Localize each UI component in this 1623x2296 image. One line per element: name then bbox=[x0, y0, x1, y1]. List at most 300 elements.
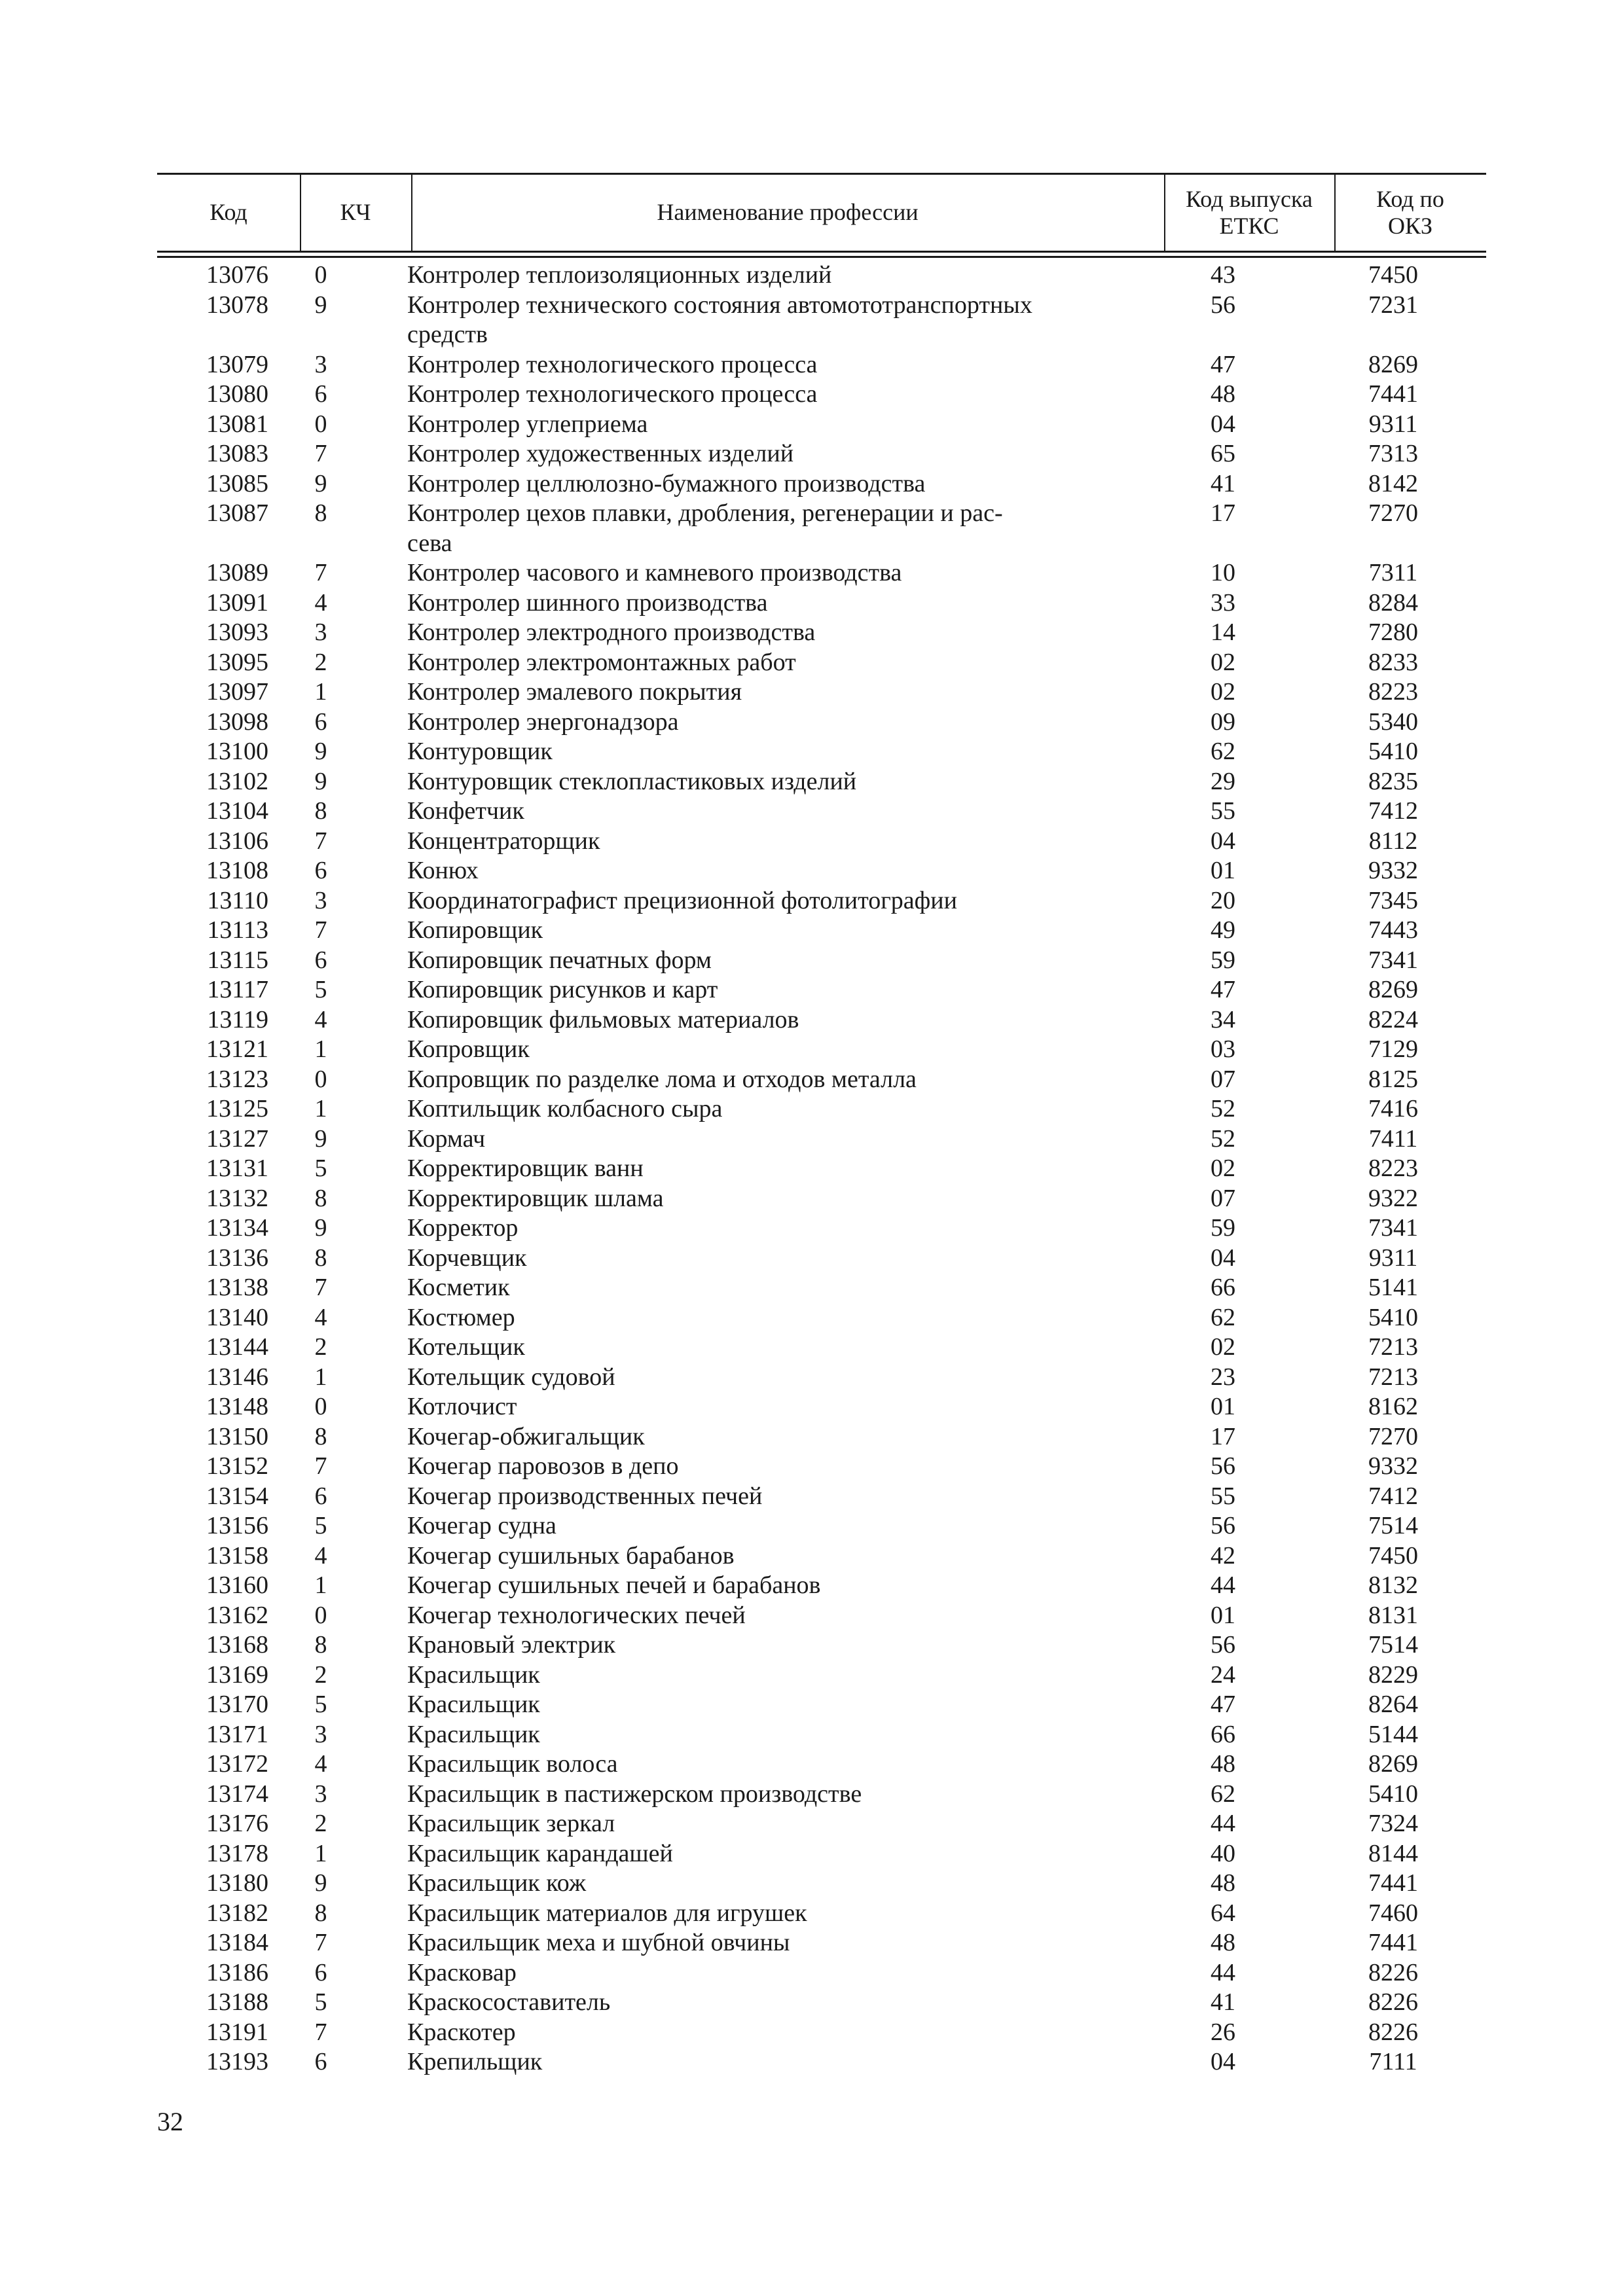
cell-profession-name: Красильщик меха и шубной овчины bbox=[407, 1929, 790, 1956]
cell-etks-code: 02 bbox=[1211, 1333, 1235, 1361]
cell-etks-code: 44 bbox=[1211, 1958, 1235, 1986]
cell-kod: 13097 bbox=[206, 678, 268, 706]
cell-etks-code: 66 bbox=[1211, 1274, 1235, 1301]
cell-kch: 9 bbox=[314, 469, 327, 497]
cell-etks-code: 17 bbox=[1211, 1422, 1235, 1450]
cell-okz-code: 7324 bbox=[1368, 1810, 1418, 1837]
cell-profession-name: Копровщик bbox=[407, 1035, 530, 1063]
cell-etks-code: 48 bbox=[1211, 1929, 1235, 1956]
cell-kod: 13117 bbox=[207, 976, 268, 1003]
cell-profession-name: Кочегар судна bbox=[407, 1512, 556, 1539]
cell-profession-name: Контролер целлюлозно-бумажного производства bbox=[407, 469, 926, 497]
cell-kod: 13078 bbox=[206, 291, 268, 319]
table-row bbox=[157, 1273, 1486, 1303]
table-row bbox=[157, 1511, 1486, 1541]
cell-profession-name: Копировщик bbox=[407, 916, 543, 944]
cell-profession-name: Красильщик карандашей bbox=[407, 1839, 673, 1867]
cell-profession-name: Копировщик рисунков и карт bbox=[407, 976, 718, 1003]
cell-okz-code: 7111 bbox=[1369, 2048, 1417, 2075]
cell-kch: 0 bbox=[314, 1601, 327, 1629]
cell-profession-name: Контролер электромонтажных работ bbox=[407, 648, 796, 676]
cell-etks-code: 66 bbox=[1211, 1720, 1235, 1748]
table-row bbox=[157, 1630, 1486, 1660]
cell-kch: 5 bbox=[314, 976, 327, 1003]
cell-kch: 9 bbox=[314, 1214, 327, 1242]
cell-profession-name: Контролер технологического процесса bbox=[407, 350, 818, 378]
cell-okz-code: 8269 bbox=[1368, 350, 1418, 378]
cell-okz-code: 8284 bbox=[1368, 588, 1418, 617]
cell-kod: 13150 bbox=[206, 1422, 268, 1450]
cell-profession-name: Красильщик волоса bbox=[407, 1750, 618, 1778]
cell-etks-code: 01 bbox=[1211, 1601, 1235, 1629]
cell-okz-code bbox=[1305, 529, 1482, 559]
cell-kod: 13093 bbox=[206, 619, 268, 646]
cell-etks-code: 04 bbox=[1211, 1244, 1235, 1272]
cell-kod: 13144 bbox=[206, 1333, 268, 1361]
cell-profession-name: Кочегар производственных печей bbox=[407, 1482, 763, 1510]
cell-kch: 4 bbox=[314, 1750, 327, 1778]
cell-etks-code: 59 bbox=[1211, 946, 1235, 974]
table-row bbox=[157, 291, 1486, 321]
cell-etks-code: 56 bbox=[1211, 291, 1235, 319]
cell-profession-name: Краскотер bbox=[407, 2018, 516, 2046]
cell-kod: 13180 bbox=[206, 1869, 268, 1897]
table-row bbox=[157, 1422, 1486, 1452]
cell-okz-code: 7231 bbox=[1368, 291, 1418, 319]
cell-etks-code: 41 bbox=[1211, 469, 1235, 497]
cell-kod: 13193 bbox=[206, 2048, 268, 2075]
cell-profession-name: Корчевщик bbox=[407, 1244, 527, 1272]
cell-profession-name: Кочегар паровозов в депо bbox=[407, 1452, 679, 1480]
table-row bbox=[157, 350, 1486, 380]
cell-etks-code: 64 bbox=[1211, 1899, 1235, 1927]
cell-profession-name: Красильщик bbox=[407, 1660, 540, 1689]
cell-kch: 9 bbox=[314, 1124, 327, 1153]
cell-etks-code: 65 bbox=[1211, 440, 1235, 467]
cell-kch: 8 bbox=[314, 1184, 327, 1212]
cell-okz-code: 7311 bbox=[1368, 559, 1418, 586]
cell-etks-code: 10 bbox=[1211, 559, 1235, 586]
cell-etks-code: 20 bbox=[1211, 886, 1235, 914]
cell-kch: 7 bbox=[314, 2018, 327, 2046]
cell-kod: 13136 bbox=[206, 1244, 268, 1272]
cell-etks-code: 29 bbox=[1211, 767, 1235, 795]
header-profession-name: Наименование профессии bbox=[657, 199, 919, 226]
table-row bbox=[157, 1749, 1486, 1780]
cell-kod: 13146 bbox=[206, 1363, 268, 1391]
cell-okz-code: 9311 bbox=[1368, 410, 1418, 438]
cell-kod: 13121 bbox=[206, 1035, 268, 1063]
header-etks-code: Код выпуска ЕТКС bbox=[1186, 185, 1313, 239]
cell-profession-name: Концентраторщик bbox=[407, 827, 600, 855]
cell-okz-code: 7270 bbox=[1368, 1422, 1418, 1450]
cell-etks-code: 44 bbox=[1211, 1571, 1235, 1599]
table-row bbox=[157, 1839, 1486, 1869]
cell-etks-code: 02 bbox=[1211, 648, 1235, 676]
cell-okz-code: 5410 bbox=[1368, 1780, 1418, 1808]
cell-etks-code: 56 bbox=[1211, 1631, 1235, 1659]
cell-kod: 13119 bbox=[207, 1005, 268, 1033]
cell-okz-code: 8131 bbox=[1368, 1601, 1418, 1629]
table-row bbox=[157, 737, 1486, 767]
cell-profession-name: Контролер эмалевого покрытия bbox=[407, 678, 742, 706]
table-row bbox=[157, 1780, 1486, 1810]
cell-profession-name: Контролер теплоизоляционных изделий bbox=[407, 261, 832, 289]
cell-okz-code bbox=[1305, 320, 1482, 350]
cell-okz-code: 7341 bbox=[1368, 1214, 1418, 1242]
cell-profession-name: Костюмер bbox=[407, 1303, 515, 1331]
cell-kch: 1 bbox=[314, 1571, 327, 1599]
cell-etks-code: 56 bbox=[1211, 1452, 1235, 1480]
table-row bbox=[157, 856, 1486, 886]
cell-okz-code: 7441 bbox=[1368, 1929, 1418, 1956]
cell-profession-name: Контуровщик bbox=[407, 738, 553, 765]
cell-okz-code: 8125 bbox=[1368, 1065, 1418, 1093]
table-row bbox=[157, 975, 1486, 1005]
cell-okz-code: 7460 bbox=[1368, 1899, 1418, 1927]
cell-kod: 13091 bbox=[206, 588, 268, 617]
cell-profession-name: Контролер часового и камневого производства bbox=[407, 559, 902, 586]
cell-kod: 13079 bbox=[206, 350, 268, 378]
cell-kod: 13125 bbox=[206, 1095, 268, 1122]
cell-okz-code: 7416 bbox=[1368, 1095, 1418, 1122]
table-row bbox=[157, 1899, 1486, 1929]
cell-etks-code: 14 bbox=[1211, 619, 1235, 646]
cell-etks-code: 52 bbox=[1211, 1095, 1235, 1122]
table-row bbox=[157, 439, 1486, 469]
cell-kod: 13156 bbox=[206, 1512, 268, 1539]
cell-profession-name: сева bbox=[407, 529, 452, 557]
table-header bbox=[157, 173, 1486, 253]
cell-kch: 1 bbox=[314, 1363, 327, 1391]
cell-kch: 6 bbox=[314, 1482, 327, 1510]
cell-etks-code: 17 bbox=[1211, 499, 1235, 527]
table-row bbox=[157, 1124, 1486, 1155]
cell-etks-code: 48 bbox=[1211, 380, 1235, 408]
cell-profession-name: Копировщик печатных форм bbox=[407, 946, 712, 974]
cell-etks-code: 47 bbox=[1211, 1691, 1235, 1718]
table-row bbox=[157, 648, 1486, 678]
cell-kod: 13140 bbox=[206, 1303, 268, 1331]
cell-profession-name: средств bbox=[407, 321, 488, 348]
table-row bbox=[157, 1184, 1486, 1214]
cell-kch: 7 bbox=[314, 559, 327, 586]
cell-etks-code: 09 bbox=[1211, 708, 1235, 736]
cell-kod: 13123 bbox=[206, 1065, 268, 1093]
cell-kch: 6 bbox=[314, 380, 327, 408]
cell-okz-code: 8235 bbox=[1368, 767, 1418, 795]
page-number: 32 bbox=[157, 2107, 183, 2136]
cell-profession-name: Косметик bbox=[407, 1274, 510, 1301]
cell-etks-code: 55 bbox=[1211, 797, 1235, 825]
cell-etks-code: 47 bbox=[1211, 350, 1235, 378]
table-row bbox=[157, 1244, 1486, 1274]
cell-okz-code: 8224 bbox=[1368, 1005, 1418, 1033]
table-row bbox=[157, 1065, 1486, 1095]
table-row bbox=[157, 946, 1486, 976]
cell-profession-name: Красильщик кож bbox=[407, 1869, 587, 1897]
cell-kod: 13172 bbox=[206, 1750, 268, 1778]
header-kch: КЧ bbox=[340, 199, 371, 226]
cell-okz-code: 7270 bbox=[1368, 499, 1418, 527]
cell-kod: 13178 bbox=[206, 1839, 268, 1867]
table-row bbox=[157, 2018, 1486, 2048]
cell-etks-code: 55 bbox=[1211, 1482, 1235, 1510]
cell-etks-code: 04 bbox=[1211, 410, 1235, 438]
table-row bbox=[157, 1392, 1486, 1422]
table-row bbox=[157, 1809, 1486, 1839]
cell-okz-code: 9332 bbox=[1368, 1452, 1418, 1480]
cell-kch: 6 bbox=[314, 946, 327, 974]
table-row bbox=[157, 767, 1486, 797]
cell-profession-name: Контролер художественных изделий bbox=[407, 440, 794, 467]
table-row bbox=[157, 1005, 1486, 1035]
cell-okz-code: 5410 bbox=[1368, 738, 1418, 765]
table-row bbox=[157, 1035, 1486, 1065]
cell-etks-code bbox=[1141, 320, 1305, 350]
cell-okz-code: 8226 bbox=[1368, 1958, 1418, 1986]
cell-etks-code: 02 bbox=[1211, 678, 1235, 706]
cell-kch: 8 bbox=[314, 797, 327, 825]
cell-kod: 13110 bbox=[207, 886, 268, 914]
cell-profession-name: Контролер цехов плавки, дробления, регенерации и рас- bbox=[407, 499, 1003, 527]
cell-kod: 13108 bbox=[206, 857, 268, 884]
table-row bbox=[157, 1541, 1486, 1571]
cell-okz-code: 7341 bbox=[1368, 946, 1418, 974]
cell-kod: 13127 bbox=[206, 1124, 268, 1153]
cell-okz-code: 8229 bbox=[1368, 1660, 1418, 1689]
cell-profession-name: Корректировщик шлама bbox=[407, 1184, 664, 1212]
cell-okz-code: 7412 bbox=[1368, 797, 1418, 825]
cell-kch: 9 bbox=[314, 767, 327, 795]
cell-kod: 13169 bbox=[206, 1660, 268, 1689]
cell-profession-name: Контролер энергонадзора bbox=[407, 708, 679, 736]
cell-etks-code: 47 bbox=[1211, 976, 1235, 1003]
cell-okz-code: 5141 bbox=[1368, 1274, 1418, 1301]
cell-okz-code: 8269 bbox=[1368, 976, 1418, 1003]
cell-etks-code: 07 bbox=[1211, 1184, 1235, 1212]
cell-okz-code: 7450 bbox=[1368, 261, 1418, 289]
cell-kch: 7 bbox=[314, 1929, 327, 1956]
cell-kch: 0 bbox=[314, 410, 327, 438]
cell-kod: 13168 bbox=[206, 1631, 268, 1659]
cell-kod: 13132 bbox=[206, 1184, 268, 1212]
cell-okz-code: 7280 bbox=[1368, 619, 1418, 646]
cell-profession-name: Корректор bbox=[407, 1214, 519, 1242]
cell-kod: 13085 bbox=[206, 469, 268, 497]
table-row bbox=[157, 1482, 1486, 1512]
cell-okz-code: 7345 bbox=[1368, 886, 1418, 914]
cell-profession-name: Краскосоставитель bbox=[407, 1988, 611, 2016]
cell-okz-code: 7411 bbox=[1368, 1124, 1418, 1153]
cell-etks-code bbox=[1141, 529, 1305, 559]
table-row bbox=[157, 827, 1486, 857]
cell-kch: 9 bbox=[314, 291, 327, 319]
cell-profession-name: Красильщик материалов для игрушек bbox=[407, 1899, 807, 1927]
cell-kod: 13080 bbox=[206, 380, 268, 408]
cell-profession-name: Контролер шинного производства bbox=[407, 588, 768, 617]
cell-kod: 13176 bbox=[206, 1810, 268, 1837]
cell-etks-code: 62 bbox=[1211, 738, 1235, 765]
table-row bbox=[157, 588, 1486, 619]
cell-kch: 1 bbox=[314, 678, 327, 706]
cell-okz-code: 7313 bbox=[1368, 440, 1418, 467]
cell-etks-code: 23 bbox=[1211, 1363, 1235, 1391]
table-row bbox=[157, 1869, 1486, 1899]
header-kod: Код bbox=[210, 199, 247, 226]
cell-kod: 13115 bbox=[207, 946, 268, 974]
cell-profession-name: Корректировщик ванн bbox=[407, 1155, 644, 1182]
cell-kch: 8 bbox=[314, 1899, 327, 1927]
cell-etks-code: 48 bbox=[1211, 1869, 1235, 1897]
cell-kod: 13131 bbox=[206, 1155, 268, 1182]
cell-etks-code: 62 bbox=[1211, 1303, 1235, 1331]
cell-okz-code: 9332 bbox=[1368, 857, 1418, 884]
cell-okz-code: 8264 bbox=[1368, 1691, 1418, 1718]
cell-okz-code: 9322 bbox=[1368, 1184, 1418, 1212]
cell-kod: 13100 bbox=[206, 738, 268, 765]
cell-etks-code: 49 bbox=[1211, 916, 1235, 944]
cell-okz-code: 8223 bbox=[1368, 678, 1418, 706]
cell-kch: 7 bbox=[314, 440, 327, 467]
cell-kch: 3 bbox=[314, 1720, 327, 1748]
cell-etks-code: 34 bbox=[1211, 1005, 1235, 1033]
cell-kch: 7 bbox=[314, 1452, 327, 1480]
cell-etks-code: 04 bbox=[1211, 2048, 1235, 2075]
cell-etks-code: 44 bbox=[1211, 1810, 1235, 1837]
cell-kch: 1 bbox=[314, 1095, 327, 1122]
cell-etks-code: 03 bbox=[1211, 1035, 1235, 1063]
cell-kod: 13174 bbox=[206, 1780, 268, 1808]
cell-kch: 4 bbox=[314, 1005, 327, 1033]
cell-kod: 13098 bbox=[206, 708, 268, 736]
cell-okz-code: 8223 bbox=[1368, 1155, 1418, 1182]
cell-profession-name: Котельщик судовой bbox=[407, 1363, 615, 1391]
table-row bbox=[157, 1720, 1486, 1750]
cell-kod: 13095 bbox=[206, 648, 268, 676]
cell-profession-name: Красильщик зеркал bbox=[407, 1810, 615, 1837]
cell-okz-code: 8233 bbox=[1368, 648, 1418, 676]
cell-profession-name: Координатографист прецизионной фотолитографии bbox=[407, 886, 957, 914]
cell-kch: 4 bbox=[314, 1541, 327, 1570]
cell-kod: 13182 bbox=[206, 1899, 268, 1927]
cell-kch: 6 bbox=[314, 1958, 327, 1986]
cell-kch: 7 bbox=[314, 827, 327, 855]
cell-okz-code: 7129 bbox=[1368, 1035, 1418, 1063]
cell-kod: 13160 bbox=[206, 1571, 268, 1599]
cell-etks-code: 07 bbox=[1211, 1065, 1235, 1093]
cell-profession-name: Крепильщик bbox=[407, 2048, 543, 2075]
cell-okz-code: 7213 bbox=[1368, 1363, 1418, 1391]
cell-kod: 13081 bbox=[206, 410, 268, 438]
cell-etks-code: 24 bbox=[1211, 1660, 1235, 1689]
cell-kch: 2 bbox=[314, 1333, 327, 1361]
cell-kch: 8 bbox=[314, 499, 327, 527]
table-row bbox=[157, 2047, 1486, 2077]
cell-kod: 13113 bbox=[207, 916, 268, 944]
cell-kch: 8 bbox=[314, 1631, 327, 1659]
cell-kod: 13154 bbox=[206, 1482, 268, 1510]
cell-profession-name: Котельщик bbox=[407, 1333, 525, 1361]
table-row bbox=[157, 1303, 1486, 1333]
cell-kch: 8 bbox=[314, 1422, 327, 1450]
cell-etks-code: 33 bbox=[1211, 588, 1235, 617]
cell-etks-code: 59 bbox=[1211, 1214, 1235, 1242]
cell-kch: 0 bbox=[314, 261, 327, 289]
cell-profession-name: Крановый электрик bbox=[407, 1631, 616, 1659]
table-row bbox=[157, 677, 1486, 708]
cell-profession-name: Красильщик bbox=[407, 1691, 540, 1718]
cell-kch: 0 bbox=[314, 1065, 327, 1093]
cell-kod: 13089 bbox=[206, 559, 268, 586]
cell-kch: 3 bbox=[314, 350, 327, 378]
table-row bbox=[157, 380, 1486, 410]
cell-etks-code: 43 bbox=[1211, 261, 1235, 289]
cell-profession-name: Контролер технического состояния автомототранспортных bbox=[407, 291, 1032, 319]
cell-okz-code: 7213 bbox=[1368, 1333, 1418, 1361]
cell-kch: 4 bbox=[314, 1303, 327, 1331]
cell-okz-code: 7443 bbox=[1368, 916, 1418, 944]
cell-kod: 13188 bbox=[206, 1988, 268, 2016]
cell-etks-code: 01 bbox=[1211, 857, 1235, 884]
table-row bbox=[157, 1094, 1486, 1124]
cell-kch: 2 bbox=[314, 1660, 327, 1689]
cell-kch: 4 bbox=[314, 588, 327, 617]
cell-okz-code: 8162 bbox=[1368, 1393, 1418, 1420]
cell-kch: 6 bbox=[314, 708, 327, 736]
cell-kod: 13171 bbox=[206, 1720, 268, 1748]
cell-okz-code: 5340 bbox=[1368, 708, 1418, 736]
cell-kod: 13134 bbox=[206, 1214, 268, 1242]
cell-profession-name: Контролер электродного производства bbox=[407, 619, 816, 646]
cell-kch bbox=[268, 529, 373, 559]
cell-okz-code: 8112 bbox=[1368, 827, 1418, 855]
table-row bbox=[157, 260, 1486, 291]
cell-kch: 1 bbox=[314, 1839, 327, 1867]
cell-kch: 0 bbox=[314, 1393, 327, 1420]
table-row bbox=[157, 410, 1486, 440]
cell-kch: 1 bbox=[314, 1035, 327, 1063]
cell-okz-code: 8269 bbox=[1368, 1750, 1418, 1778]
cell-profession-name: Копировщик фильмовых материалов bbox=[407, 1005, 799, 1033]
cell-profession-name: Красковар bbox=[407, 1958, 517, 1986]
cell-profession-name: Красильщик в пастижерском производстве bbox=[407, 1780, 862, 1808]
cell-kod: 13087 bbox=[206, 499, 268, 527]
cell-okz-code: 9311 bbox=[1368, 1244, 1418, 1272]
cell-okz-code: 7441 bbox=[1368, 380, 1418, 408]
table-row bbox=[157, 558, 1486, 588]
cell-kch: 8 bbox=[314, 1244, 327, 1272]
table-row bbox=[157, 1601, 1486, 1631]
cell-etks-code: 04 bbox=[1211, 827, 1235, 855]
cell-okz-code: 8226 bbox=[1368, 1988, 1418, 2016]
table-row bbox=[157, 886, 1486, 916]
cell-kch: 9 bbox=[314, 738, 327, 765]
cell-kod: 13162 bbox=[206, 1601, 268, 1629]
cell-etks-code: 52 bbox=[1211, 1124, 1235, 1153]
table-row bbox=[157, 708, 1486, 738]
cell-okz-code: 5410 bbox=[1368, 1303, 1418, 1331]
cell-kch: 7 bbox=[314, 1274, 327, 1301]
cell-profession-name: Конюх bbox=[407, 857, 479, 884]
cell-kch: 3 bbox=[314, 1780, 327, 1808]
table-row bbox=[157, 1928, 1486, 1958]
cell-kch: 2 bbox=[314, 1810, 327, 1837]
cell-okz-code: 7514 bbox=[1368, 1512, 1418, 1539]
cell-etks-code: 41 bbox=[1211, 1988, 1235, 2016]
table-body bbox=[157, 260, 1486, 2077]
table-row bbox=[157, 618, 1486, 648]
